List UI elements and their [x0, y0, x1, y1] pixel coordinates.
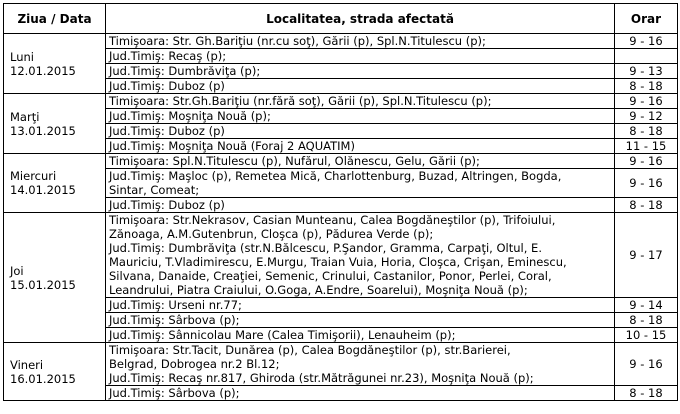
table-row	[4, 49, 678, 64]
location-cell	[106, 79, 615, 94]
hours-value: 9 - 16	[629, 357, 663, 371]
hours-cell	[615, 298, 678, 313]
table-row	[4, 198, 678, 213]
table-row	[4, 298, 678, 313]
day-cell	[4, 94, 106, 154]
location-line: Jud.Timiş: Maşloc (p), Remetea Mică, Charlottenburg, Buzad, Altringen, Bogda,	[109, 169, 562, 183]
hours-value: 8 - 18	[629, 313, 663, 327]
location-line: Jud.Timiş: Urseni nr.77;	[109, 298, 242, 312]
weekday-label: Luni	[10, 49, 34, 64]
hours-cell	[615, 64, 678, 79]
date-label: 13.01.2015	[10, 123, 76, 138]
location-line: Jud.Timiş: Sânnicolau Mare (Calea Timişorii), Lenauheim (p);	[109, 328, 456, 342]
location-cell	[106, 34, 615, 49]
table-row	[4, 313, 678, 328]
location-cell	[106, 154, 615, 169]
column-header-hours: Orar	[615, 4, 678, 34]
hours-cell	[615, 94, 678, 109]
hours-cell	[615, 154, 678, 169]
date-label: 12.01.2015	[10, 63, 76, 78]
location-cell	[106, 386, 615, 401]
column-header-location: Localitatea, strada afectată	[106, 4, 615, 34]
location-line: Sintar, Comeat;	[109, 183, 200, 197]
location-line: Jud.Timiş: Sârbova (p);	[109, 386, 240, 400]
hours-value: 9 - 16	[629, 34, 663, 48]
location-cell	[106, 343, 615, 386]
hours-value: 10 - 15	[625, 328, 667, 342]
table-row	[4, 79, 678, 94]
location-cell	[106, 298, 615, 313]
table-row	[4, 154, 678, 169]
date-label: 14.01.2015	[10, 183, 76, 197]
hours-value: 8 - 18	[629, 79, 663, 93]
location-line: Belgrad, Dobrogea nr.2 Bl.12;	[109, 357, 280, 371]
location-cell	[106, 213, 615, 298]
hours-value: 9 - 12	[629, 109, 663, 123]
table-row	[4, 94, 678, 109]
weekday-label: Vineri	[10, 357, 44, 372]
column-header-date: Ziua / Data	[4, 4, 106, 34]
location-line: Silvana, Danaide, Creaţiei, Semenic, Crinului, Castanilor, Ponor, Perlei, Coral,	[109, 269, 552, 283]
hours-value: 8 - 18	[629, 124, 663, 138]
location-line: Timişoara: Str.Gh.Bariţiu (nr.fără soţ), Gării (p), Spl.N.Titulescu (p);	[109, 94, 492, 108]
location-line: Jud.Timiş: Sârbova (p);	[109, 313, 240, 327]
hours-cell	[615, 198, 678, 213]
location-cell	[106, 198, 615, 213]
table-row	[4, 64, 678, 79]
table-header-row	[4, 4, 678, 34]
location-line: Jud.Timiş: Recaş (p);	[109, 49, 227, 63]
weekday-label: Marţi	[10, 109, 40, 124]
outage-schedule-table	[3, 3, 678, 401]
table-row	[4, 34, 678, 49]
hours-cell	[615, 49, 678, 64]
weekday-label: Joi	[10, 263, 24, 278]
table-row	[4, 343, 678, 386]
hours-cell	[615, 139, 678, 154]
location-cell	[106, 94, 615, 109]
table-row	[4, 386, 678, 401]
table-row	[4, 139, 678, 154]
location-line: Jud.Timiş: Duboz (p)	[109, 198, 225, 212]
table-row	[4, 124, 678, 139]
date-label: 15.01.2015	[10, 277, 76, 292]
day-cell	[4, 34, 106, 94]
location-cell	[106, 313, 615, 328]
table-row	[4, 169, 678, 198]
location-line: Jud.Timiş: Dumbrăviţa (p);	[109, 64, 261, 78]
location-cell	[106, 328, 615, 343]
hours-value: 9 - 17	[629, 248, 663, 262]
location-line: Timişoara: Spl.N.Titulescu (p), Nufărul, Olănescu, Gelu, Gării (p);	[109, 154, 480, 168]
hours-value: 9 - 16	[629, 154, 663, 168]
location-line: Jud.Timiş: Moşniţa Nouă (Foraj 2 AQUATIM)	[109, 139, 355, 153]
location-line: Mauriciu, T.Vladimirescu, E.Murgu, Traian Vuia, Horia, Cloşca, Crişan, Eminescu,	[109, 255, 567, 269]
location-line: Jud.Timiş: Recaş nr.817, Ghiroda (str.Mătrăgunei nr.23), Moşniţa Nouă (p);	[109, 371, 534, 385]
location-line: Zănoaga, A.M.Gutenbrun, Cloşca (p), Pădurea Verde (p);	[109, 227, 434, 241]
location-line: Jud.Timiş: Moşniţa Nouă (p);	[109, 109, 271, 123]
hours-value: 8 - 18	[629, 386, 663, 400]
location-line: Timişoara: Str. Gh.Bariţiu (nr.cu soţ), Gării (p), Spl.N.Titulescu (p);	[109, 34, 486, 48]
weekday-label: Miercuri	[10, 169, 57, 183]
hours-value: 11 - 15	[625, 139, 667, 153]
hours-cell	[615, 79, 678, 94]
hours-value: 9 - 16	[629, 176, 663, 190]
hours-value: 8 - 18	[629, 198, 663, 212]
hours-cell	[615, 386, 678, 401]
day-cell	[4, 154, 106, 213]
location-cell	[106, 109, 615, 124]
hours-value: 9 - 16	[629, 94, 663, 108]
location-cell	[106, 124, 615, 139]
hours-value: 9 - 14	[629, 298, 663, 312]
table-row	[4, 328, 678, 343]
date-label: 16.01.2015	[10, 371, 76, 386]
hours-value: 9 - 13	[629, 64, 663, 78]
hours-cell	[615, 109, 678, 124]
location-line: Jud.Timiş: Duboz (p)	[109, 124, 225, 138]
day-cell	[4, 213, 106, 343]
hours-cell	[615, 313, 678, 328]
location-line: Timişoara: Str.Tacit, Dunărea (p), Calea Bogdăneştilor (p), str.Barierei,	[109, 343, 511, 357]
schedule-body	[4, 34, 678, 401]
location-cell	[106, 169, 615, 198]
location-cell	[106, 139, 615, 154]
location-line: Jud.Timiş: Dumbrăviţa (str.N.Bălcescu, P.Şandor, Gramma, Carpaţi, Oltul, E.	[109, 241, 542, 255]
location-line: Leandrului, Piatra Craiului, O.Goga, A.Endre, Soarelui), Moşniţa Nouă (p);	[109, 283, 528, 297]
location-cell	[106, 64, 615, 79]
hours-cell	[615, 328, 678, 343]
location-line: Timişoara: Str.Nekrasov, Casian Munteanu, Calea Bogdăneştilor (p), Trifoiului,	[109, 213, 556, 227]
hours-cell	[615, 343, 678, 386]
hours-cell	[615, 213, 678, 298]
day-cell	[4, 343, 106, 401]
table-row	[4, 109, 678, 124]
hours-cell	[615, 124, 678, 139]
table-row	[4, 213, 678, 298]
location-cell	[106, 49, 615, 64]
outage-schedule-sheet	[3, 3, 677, 401]
hours-cell	[615, 169, 678, 198]
location-line: Jud.Timiş: Duboz (p)	[109, 79, 225, 93]
hours-cell	[615, 34, 678, 49]
